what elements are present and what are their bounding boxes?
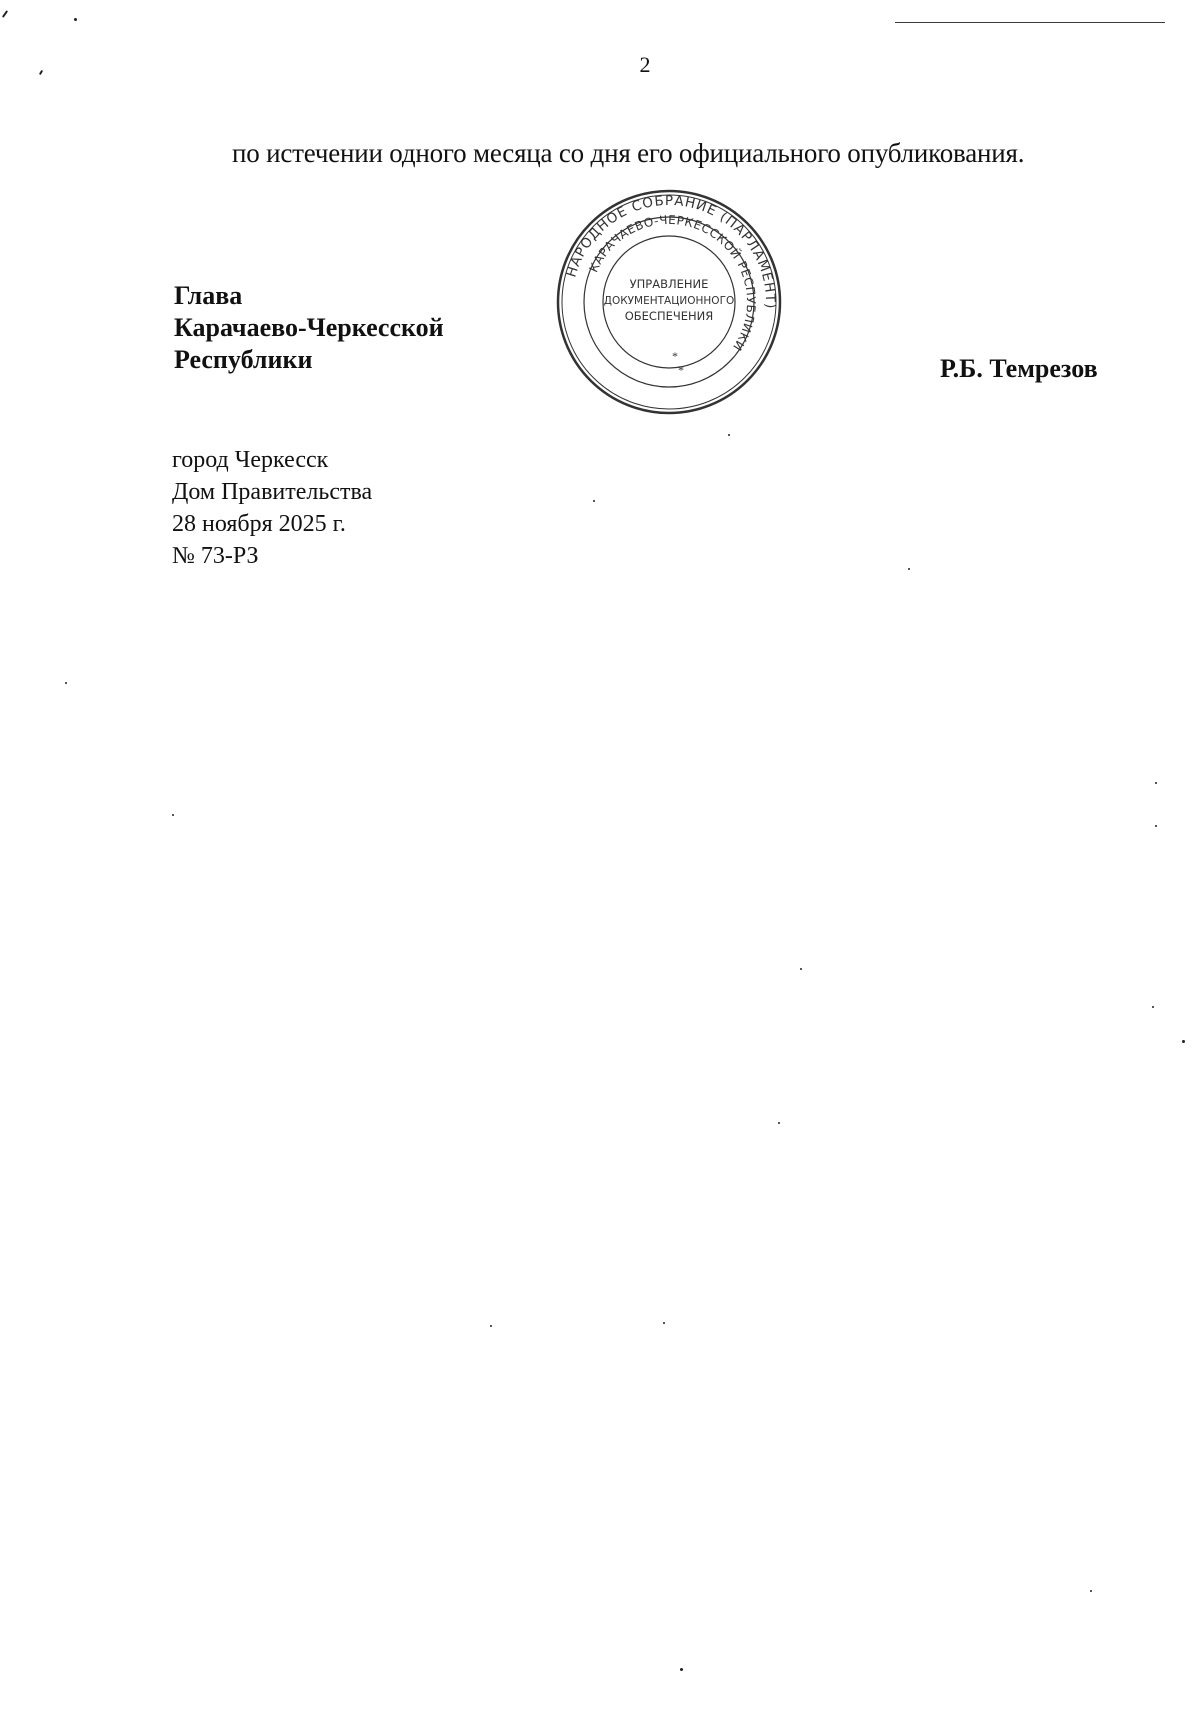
date-line: 28 ноября 2025 г. <box>172 511 346 537</box>
seal-inner-line: УПРАВЛЕНИЕ <box>629 277 709 291</box>
scan-speck <box>1182 1040 1185 1043</box>
page-number: 2 <box>639 52 651 77</box>
scan-speck <box>1155 825 1157 827</box>
seal-inner-line: ДОКУМЕНТАЦИОННОГО <box>603 295 735 307</box>
signer-name: Р.Б. Темрезов <box>940 354 1098 383</box>
signatory-line: Глава <box>174 281 243 310</box>
scan-speck <box>728 434 730 436</box>
seal-middle-text: КАРАЧАЕВО-ЧЕРКЕССКОЙ РЕСПУБЛИКИ <box>586 212 759 354</box>
signatory-line: Карачаево-Черкесской <box>174 313 444 342</box>
scan-speck <box>65 682 67 684</box>
scan-speck <box>908 568 910 570</box>
top-rule <box>895 22 1165 23</box>
signatory-line: Республики <box>174 345 313 374</box>
seal-outer-text: НАРОДНОЕ СОБРАНИЕ (ПАРЛАМЕНТ) <box>563 192 779 310</box>
scan-speck <box>1090 1590 1092 1592</box>
city-line: город Черкесск <box>172 447 329 473</box>
body-text: по истечении одного месяца со дня его официального опубликования. <box>232 138 1025 168</box>
star-icon: * <box>678 363 684 377</box>
seal-graphic <box>555 188 783 416</box>
scan-speck <box>172 814 174 816</box>
official-seal <box>555 188 783 416</box>
scan-speck <box>680 1668 683 1671</box>
star-icon: * <box>672 349 678 363</box>
scan-speck <box>2 10 8 18</box>
scan-speck <box>593 500 595 502</box>
signatory-title <box>174 280 444 376</box>
scan-speck <box>74 18 77 21</box>
scan-speck <box>778 1122 780 1124</box>
building-line: Дом Правительства <box>172 479 373 505</box>
document-number: № 73-РЗ <box>172 543 259 569</box>
seal-inner-line: ОБЕСПЕЧЕНИЯ <box>624 309 714 323</box>
scan-speck <box>1155 782 1157 784</box>
scan-speck <box>800 968 802 970</box>
scan-speck <box>663 1322 665 1324</box>
scan-speck <box>1152 1006 1154 1008</box>
scan-speck <box>490 1325 492 1327</box>
place-date-block <box>172 444 372 572</box>
